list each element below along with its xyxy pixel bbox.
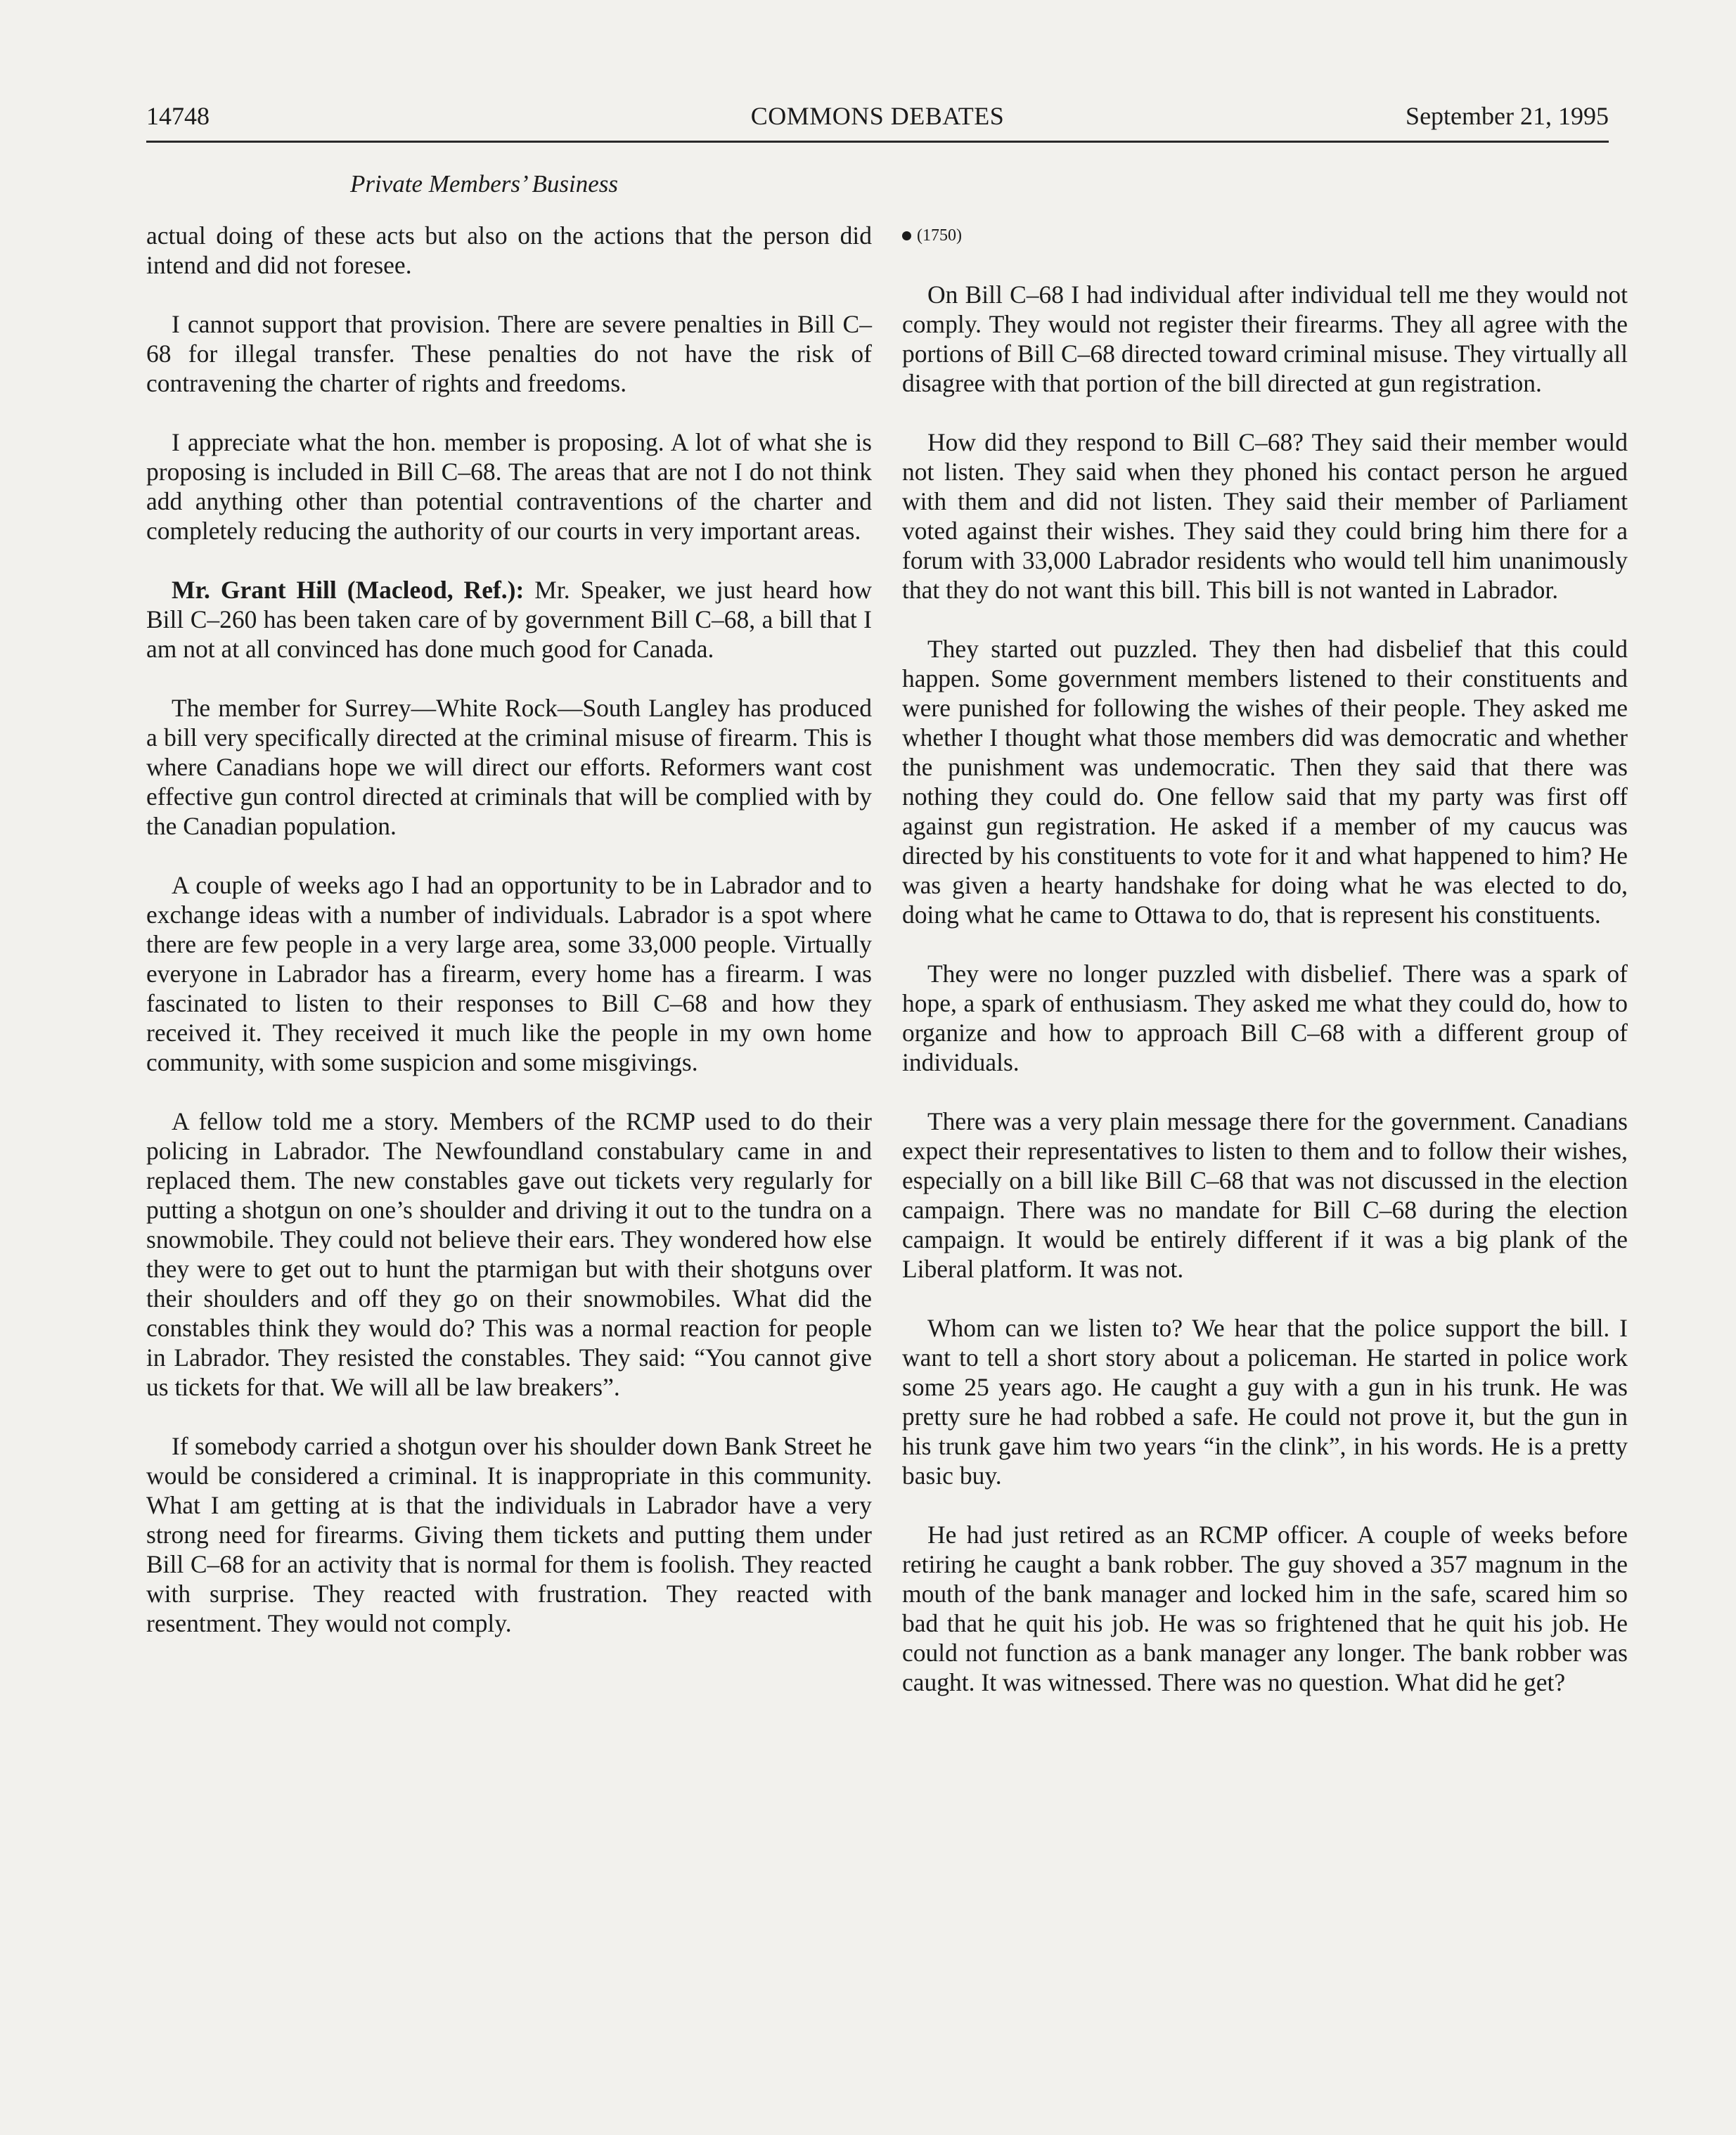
paragraph: A fellow told me a story. Members of the RCMP used to do their policing in Labrador. The Newfoundland constabulary came in and replaced them. The new constables gave out tickets very regularly for putting a shotgun on one’s shoulder and driving it out to the tundra on a snowmobile. They could not believe their ears. They wondered how else they were to get out to hunt the ptarmigan but with their shotguns over their shoulders and off they go on their snowmobiles. What did the constables think they would do? This was a normal reaction for people in Labrador. They resisted the constables. They said: “You cannot give us tickets for that. We will all be law breakers”. <box>146 1107 872 1401</box>
paragraph: Whom can we listen to? We hear that the police support the bill. I want to tell a short story about a policeman. He started in police work some 25 years ago. He caught a guy with a gun in his trunk. He was pretty sure he had robbed a safe. He could not prove it, but the gun in his trunk gave him two years “in the clink”, in his words. He is a pretty basic buy. <box>902 1314 1628 1490</box>
bullet-icon <box>902 231 911 240</box>
paragraph: I cannot support that provision. There are severe penalties in Bill C–68 for illegal transfer. These penalties do not have the risk of contravening the charter of rights and freedoms. <box>146 310 872 397</box>
publication-date: September 21, 1995 <box>1406 102 1609 130</box>
paragraph: actual doing of these acts but also on the actions that the person did intend and did not foresee. <box>146 221 872 279</box>
paragraph: On Bill C–68 I had individual after individual tell me they would not comply. They would not register their firearms. They all agree with the portions of Bill C–68 directed toward criminal misuse. They virtually all disagree with that portion of the bill directed at gun registration. <box>902 280 1628 397</box>
paragraph: They started out puzzled. They then had disbelief that this could happen. Some government members listened to their constituents and were punished for following the wishes of their people. They asked me whether I thought what those members did was democratic and whether the punishment was undemocratic. Then they said that there was nothing they could do. One fellow said that my party was first off against gun registration. He asked if a member of my caucus was directed by his constituents to vote for it and what happened to him? He was given a hearty handshake for doing what he was elected to do, doing what he came to Ottawa to do, that is represent his constituents. <box>902 635 1628 929</box>
left-column <box>146 221 872 1668</box>
speech-paragraph <box>146 575 872 664</box>
timestamp-marker <box>902 221 1628 250</box>
section-label: Private Members’ Business <box>350 170 619 198</box>
paragraph: A couple of weeks ago I had an opportunity to be in Labrador and to exchange ideas with a number of individuals. Labrador is a spot where there are few people in a very large area, some 33,000 people. Virtually everyone in Labrador has a firearm, every home has a firearm. I was fascinated to listen to their responses to Bill C–68 and how they received it. They received it much like the people in my own home community, with some suspicion and some misgivings. <box>146 871 872 1076</box>
page-number: 14748 <box>146 102 210 130</box>
speaker-name: Mr. Grant Hill (Macleod, Ref.): <box>172 576 525 604</box>
paragraph: How did they respond to Bill C–68? They said their member would not listen. They said when they phoned his contact person he argued with them and did not listen. They said their member of Parliament voted against their wishes. They said they could bring him there for a forum with 33,000 Labrador residents who would tell him unanimously that they do not want this bill. This bill is not wanted in Labrador. <box>902 428 1628 604</box>
timestamp: (1750) <box>917 226 962 245</box>
paragraph: They were no longer puzzled with disbelief. There was a spark of hope, a spark of enthusiasm. They asked me what they could do, how to organize and how to approach Bill C–68 with a different group of individuals. <box>902 960 1628 1076</box>
right-column <box>902 221 1628 1727</box>
paragraph: I appreciate what the hon. member is proposing. A lot of what she is proposing is included in Bill C–68. The areas that are not I do not think add anything other than potential contraventions of the charter and completely reducing the authority of our courts in very important areas. <box>146 428 872 545</box>
page-header <box>146 101 1609 143</box>
speech-text: Mr. Speaker, we just heard how Bill C–260 has been taken care of by government Bill C–68, a bill that I am not at all convinced has done much good for Canada. <box>146 576 873 663</box>
journal-title: COMMONS DEBATES <box>750 102 1005 130</box>
paragraph: If somebody carried a shotgun over his shoulder down Bank Street he would be considered a criminal. It is inappropriate in this community. What I am getting at is that the individuals in Labrador have a very strong need for firearms. Giving them tickets and putting them under Bill C–68 for an activity that is normal for them is foolish. They reacted with surprise. They reacted with frustration. They reacted with resentment. They would not comply. <box>146 1432 872 1637</box>
header-rule <box>146 141 1609 143</box>
paragraph: There was a very plain message there for the government. Canadians expect their representatives to listen to them and to follow their wishes, especially on a bill like Bill C–68 that was not discussed in the election campaign. There was no mandate for Bill C–68 during the election campaign. It would be entirely different if it was a big plank of the Liberal platform. It was not. <box>902 1107 1628 1283</box>
paragraph: The member for Surrey—White Rock—South Langley has produced a bill very specifically directed at the criminal misuse of firearm. This is where Canadians hope we will direct our efforts. Reformers want cost effective gun control directed at criminals that will be complied with by the Canadian population. <box>146 694 872 840</box>
paragraph: He had just retired as an RCMP officer. A couple of weeks before retiring he caught a bank robber. The guy shoved a 357 magnum in the mouth of the bank manager and locked him in the safe, scared him so bad that he quit his job. He was so frightened that he quit his job. He could not function as a bank manager any longer. The bank robber was caught. It was witnessed. There was no question. What did he get? <box>902 1521 1628 1696</box>
